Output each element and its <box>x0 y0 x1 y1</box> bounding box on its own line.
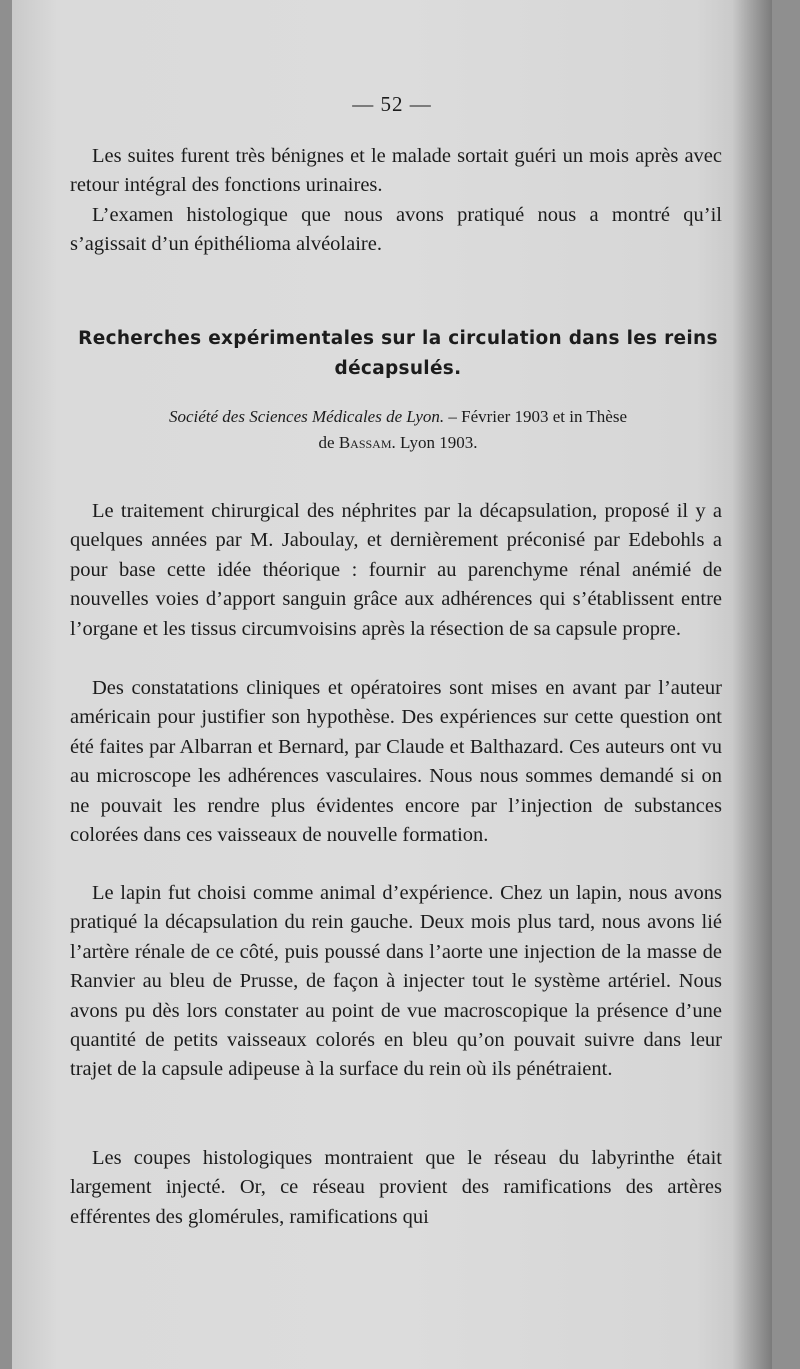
page-gutter-shadow <box>732 0 772 1369</box>
paragraph-4: Des constatations cliniques et opératoires sont mises en avant par l’auteur américain pour justifier son hypothèse. Des expériences sur cette question ont été faites par Albarran et Bernard, par Claude et Balthazard. Ces auteurs ont vu au microscope les adhérences vasculaires. Nous nous sommes demandé si on ne pouvait les rendre plus évidentes encore par l’injection de substances colorées dans ces vaisseaux de nouvelle formation. <box>70 677 722 847</box>
source-suffix: . Lyon 1903. <box>391 433 478 452</box>
paragraph-3: Le traitement chirurgical des néphrites par la décapsulation, proposé il y a quelques années par M. Jaboulay, et dernièrement préconisé par Edebohls a pour base cette idée théorique : fournir au parenchyme rénal anémié de nouvelles voies d’apport sanguin grâce aux adhérences qui s’établissent entre l’organe et les tissus circumvoisins après la résection de sa capsule propre. <box>70 500 722 640</box>
source-date: Février 1903 et in Thèse <box>461 407 628 426</box>
page-number: — 52 — <box>352 92 432 116</box>
paragraph-1: Les suites furent très bénignes et le malade sortait guéri un mois après avec retour intégral des fonctions urinaires. <box>70 145 722 197</box>
source-author-prefix: de <box>318 433 339 452</box>
section-heading: Recherches expérimentales sur la circulation dans les reins décapsulés. <box>78 328 718 379</box>
source-dash: – <box>444 407 462 426</box>
paragraph-6: Les coupes histologiques montraient que le réseau du labyrinthe était largement injecté. Or, ce réseau provient des ramifications des artères efférentes des glomérules, ramifications qui <box>70 1147 722 1228</box>
paragraph-5: Le lapin fut choisi comme animal d’expérience. Chez un lapin, nous avons pratiqué la décapsulation du rein gauche. Deux mois plus tard, nous avons lié l’artère rénale de ce côté, puis poussé dans l’aorte une injection de la masse de Ranvier au bleu de Prusse, de façon à injecter tout le système artériel. Nous avons pu dès lors constater au point de vue macroscopique la présence d’une quantité de petits vaisseaux colorés en bleu qu’on pouvait suivre dans leur trajet de la capsule adipeuse à la surface du rein où ils pénétraient. <box>70 882 722 1081</box>
source-journal: Société des Sciences Médicales de Lyon. <box>168 407 445 426</box>
book-page <box>12 0 772 1369</box>
source-author: Bassam <box>338 433 392 452</box>
source-citation <box>72 404 724 456</box>
paragraph-2: L’examen histologique que nous avons pratiqué nous a montré qu’il s’agissait d’un épithélioma alvéolaire. <box>70 204 722 256</box>
